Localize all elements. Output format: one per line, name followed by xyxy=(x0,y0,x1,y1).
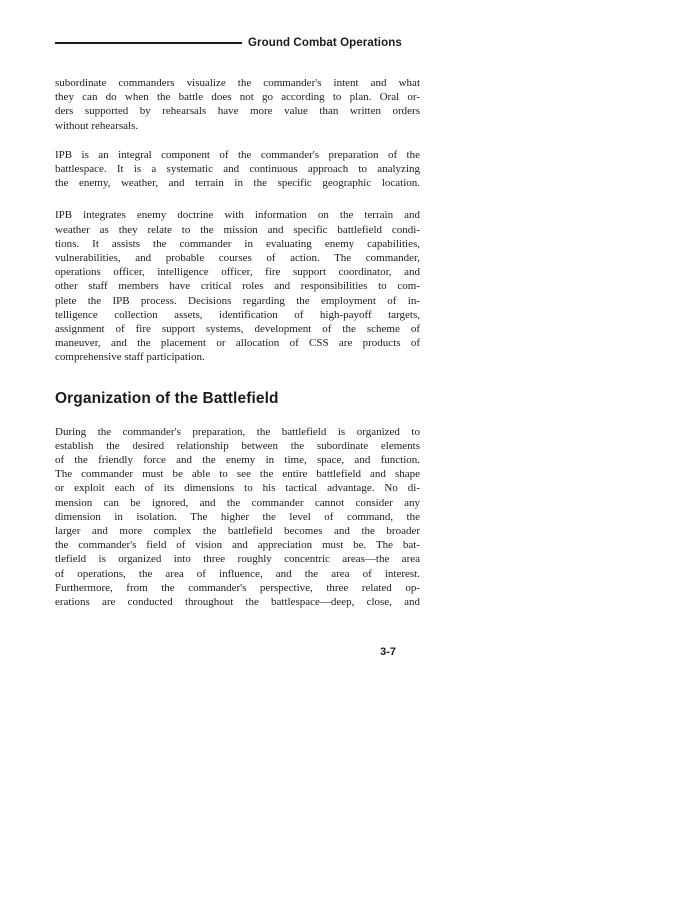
text-line: dimension in isolation. The higher the level of command, the xyxy=(55,510,420,523)
text-line: battlespace. It is a systematic and continuous approach to analyzing xyxy=(55,163,420,176)
text-line: without rehearsals. xyxy=(55,119,139,132)
text-line: plete the IPB process. Decisions regarding the employment of in- xyxy=(55,294,420,307)
header-rule xyxy=(55,42,242,44)
section-heading: Organization of the Battlefield xyxy=(55,389,279,407)
paragraph xyxy=(55,76,420,133)
text-line: other staff members have critical roles and responsibilities to com- xyxy=(55,280,420,293)
text-line: operations officer, intelligence officer, fire support coordinator, and xyxy=(55,266,420,279)
text-line: IPB is an integral component of the commander's preparation of the xyxy=(55,148,420,161)
text-line: or exploit each of its dimensions to his tactical advantage. No di- xyxy=(55,482,420,495)
text-line: During the commander's preparation, the battlefield is organized to xyxy=(55,425,420,438)
paragraph xyxy=(55,425,420,610)
text-line: of operations, the area of influence, and the area of interest. xyxy=(55,567,420,580)
page-number: 3-7 xyxy=(380,646,396,659)
text-line: establish the desired relationship between the subordinate elements xyxy=(55,439,420,452)
page-content xyxy=(55,0,420,658)
text-line: assignment of fire support systems, development of the scheme of xyxy=(55,323,420,336)
paragraph xyxy=(55,148,420,191)
text-line: the enemy, weather, and terrain in the specific geographic location. xyxy=(55,177,420,190)
page-header xyxy=(55,0,420,49)
text-line: tions. It assists the commander in evaluating enemy capabilities, xyxy=(55,237,420,250)
text-line: maneuver, and the placement or allocation of CSS are products of xyxy=(55,337,420,350)
page-footer xyxy=(55,646,420,658)
text-line: Furthermore, from the commander's perspective, three related op- xyxy=(55,581,420,594)
text-line: The commander must be able to see the entire battlefield and shape xyxy=(55,468,420,481)
text-line: ders supported by rehearsals have more value than written orders xyxy=(55,105,420,118)
text-line: mension can be ignored, and the commander cannot consider any xyxy=(55,496,420,509)
text-line: of the friendly force and the enemy in time, space, and function. xyxy=(55,454,420,467)
text-line: they can do when the battle does not go according to plan. Oral or- xyxy=(55,91,420,104)
document-body xyxy=(55,76,420,609)
header-title: Ground Combat Operations xyxy=(248,36,402,49)
text-line: subordinate commanders visualize the commander's intent and what xyxy=(55,77,420,89)
text-line: vulnerabilities, and probable courses of action. The commander, xyxy=(55,252,420,265)
text-line: the commander's field of vision and appreciation must be. The bat- xyxy=(55,539,420,552)
paragraph xyxy=(55,208,420,364)
text-line: erations are conducted throughout the battlespace—deep, close, and xyxy=(55,596,420,609)
text-line: weather as they relate to the mission and specific battlefield condi- xyxy=(55,223,420,236)
text-line: larger and more complex the battlefield becomes and the broader xyxy=(55,525,420,538)
text-line: tlefield is organized into three roughly concentric areas—the area xyxy=(55,553,420,566)
text-line: comprehensive staff participation. xyxy=(55,351,205,364)
text-line: telligence collection assets, identification of high-payoff targets, xyxy=(55,308,420,321)
text-line: IPB integrates enemy doctrine with information on the terrain and xyxy=(55,209,420,222)
